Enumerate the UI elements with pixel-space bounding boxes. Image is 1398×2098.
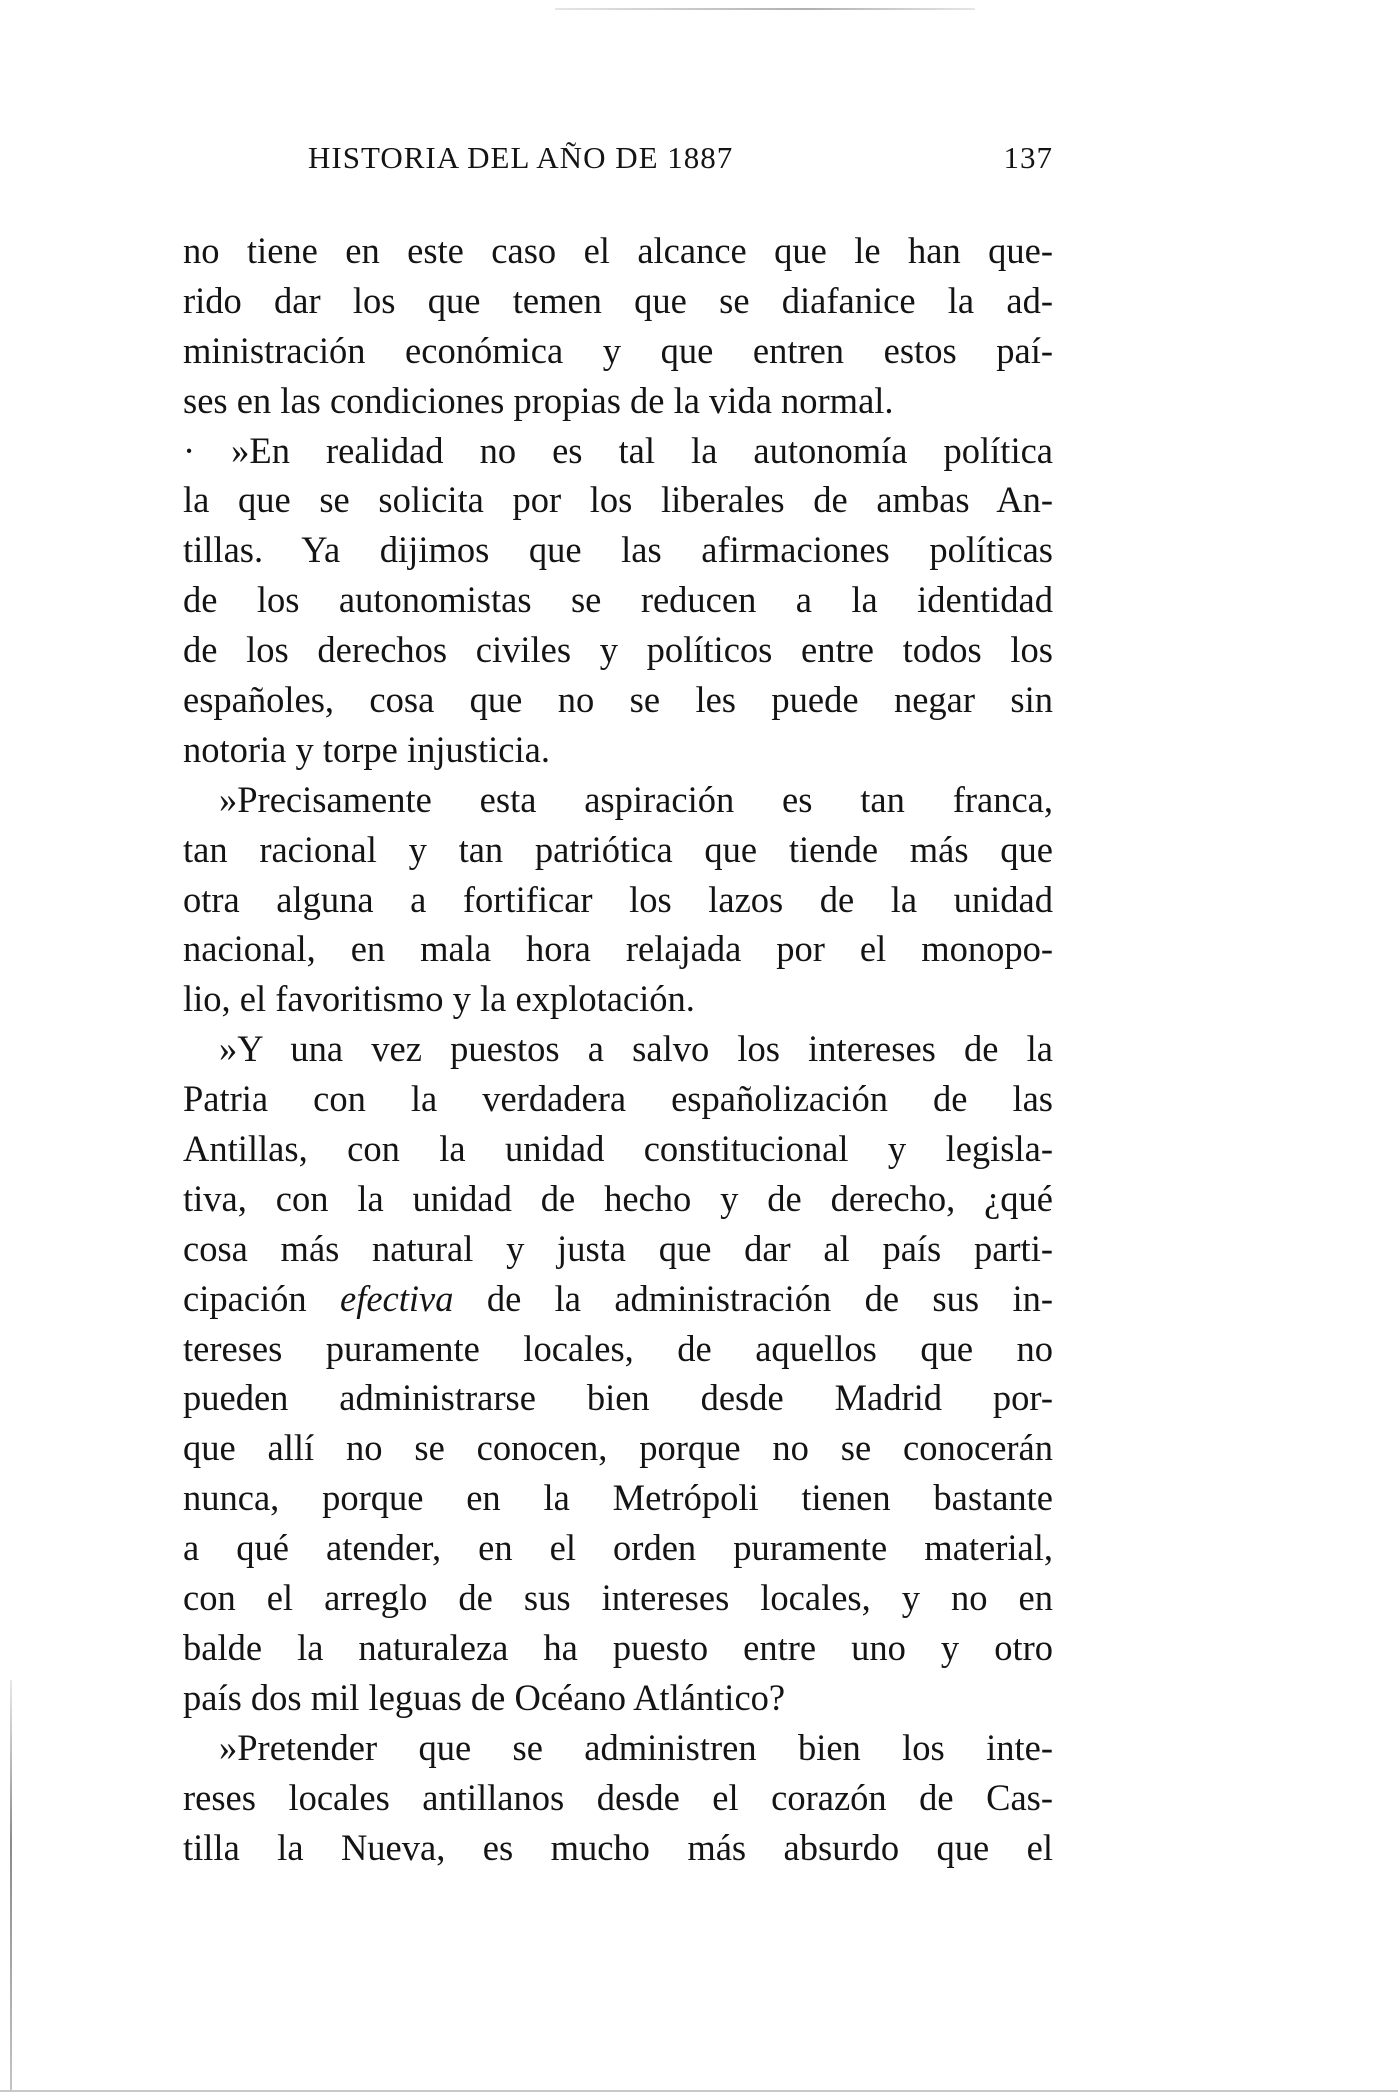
text-line-with-emphasis bbox=[183, 1274, 1053, 1324]
text-line: balde la naturaleza ha puesto entre uno y otro bbox=[183, 1626, 1053, 1668]
text-line: ministración económica y que entren estos paí- bbox=[183, 329, 1053, 371]
emphasis-word: efectiva bbox=[340, 1277, 454, 1319]
text-line: tillas. Ya dijimos que las afirmaciones políticas bbox=[183, 529, 1053, 571]
text-line: lio, el favoritismo y la explotación. bbox=[183, 978, 695, 1020]
text-line: otra alguna a fortificar los lazos de la unidad bbox=[183, 878, 1053, 920]
page-number: 137 bbox=[1003, 140, 1053, 175]
text-segment: cipación bbox=[183, 1277, 340, 1319]
text-line: la que se solicita por los liberales de ambas An- bbox=[183, 479, 1053, 521]
text-line: cosa más natural y justa que dar al país parti- bbox=[183, 1227, 1053, 1269]
text-line: Patria con la verdadera españolización de las bbox=[183, 1078, 1053, 1120]
body-text bbox=[183, 226, 1053, 1872]
text-line: notoria y torpe injusticia. bbox=[183, 728, 550, 770]
text-line: que allí no se conocen, porque no se conocerán bbox=[183, 1427, 1053, 1469]
text-line: tilla la Nueva, es mucho más absurdo que el bbox=[183, 1826, 1053, 1868]
text-line: tan racional y tan patriótica que tiende más que bbox=[183, 828, 1053, 870]
text-line: »Precisamente esta aspiración es tan franca, bbox=[219, 778, 1053, 820]
text-line: españoles, cosa que no se les puede negar sin bbox=[183, 679, 1053, 721]
text-line: rido dar los que temen que se diafanice la ad- bbox=[183, 279, 1053, 321]
text-segment: de la administración de sus in- bbox=[453, 1277, 1053, 1319]
text-line: nunca, porque en la Metrópoli tienen bastante bbox=[183, 1477, 1053, 1519]
text-line: »Y una vez puestos a salvo los intereses de la bbox=[219, 1028, 1053, 1070]
running-title: HISTORIA DEL AÑO DE 1887 bbox=[308, 140, 734, 175]
scan-edge-bottom bbox=[0, 2090, 1398, 2092]
text-line: · »En realidad no es tal la autonomía política bbox=[183, 429, 1053, 471]
text-line: con el arreglo de sus intereses locales, y no en bbox=[183, 1577, 1053, 1619]
text-line: »Pretender que se administren bien los inte- bbox=[219, 1726, 1053, 1768]
text-line: a qué atender, en el orden puramente material, bbox=[183, 1527, 1053, 1569]
text-line: nacional, en mala hora relajada por el monopo- bbox=[183, 928, 1053, 970]
text-line: tiva, con la unidad de hecho y de derecho, ¿qué bbox=[183, 1177, 1053, 1219]
text-line: pueden administrarse bien desde Madrid por- bbox=[183, 1377, 1053, 1419]
text-line: de los derechos civiles y políticos entre todos los bbox=[183, 629, 1053, 671]
text-line: tereses puramente locales, de aquellos que no bbox=[183, 1327, 1053, 1369]
text-line: país dos mil leguas de Océano Atlántico? bbox=[183, 1676, 786, 1718]
text-line: reses locales antillanos desde el corazón de Cas- bbox=[183, 1776, 1053, 1818]
running-head bbox=[308, 140, 1053, 180]
text-line: no tiene en este caso el alcance que le han que- bbox=[183, 230, 1053, 271]
text-line: ses en las condiciones propias de la vida normal. bbox=[183, 379, 894, 421]
text-line: Antillas, con la unidad constitucional y legisla- bbox=[183, 1128, 1053, 1170]
scan-edge-left bbox=[10, 1680, 12, 2090]
text-line: de los autonomistas se reducen a la identidad bbox=[183, 579, 1053, 621]
scan-edge-top bbox=[555, 8, 975, 10]
